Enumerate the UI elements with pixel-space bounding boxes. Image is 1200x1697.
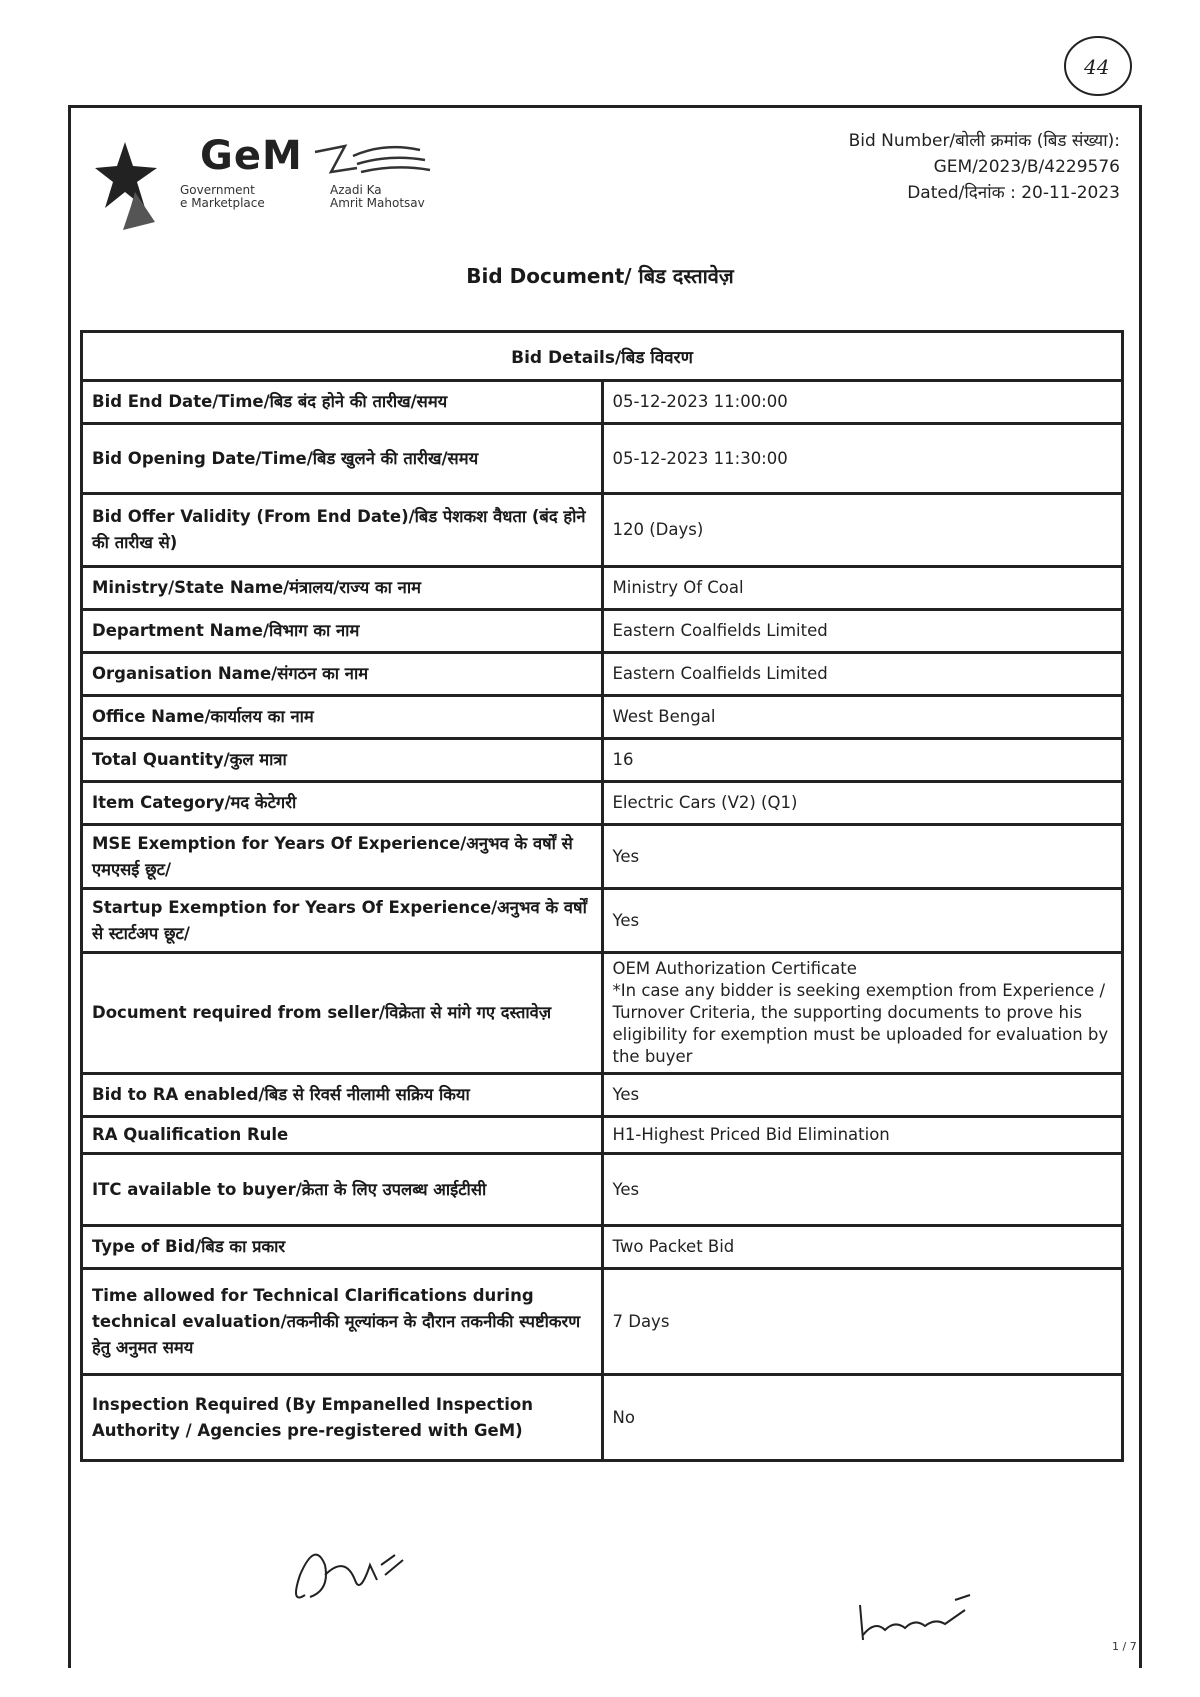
row-label: Inspection Required (By Empanelled Inspection Authority / Agencies pre-registered with GeM) (82, 1375, 603, 1461)
azadi-logo-icon (315, 146, 430, 172)
row-label: Bid Opening Date/Time/बिड खुलने की तारीख/समय (82, 424, 603, 494)
table-row (82, 494, 1123, 567)
table-row (82, 610, 1123, 653)
gem-logo-text: GeM (200, 133, 303, 179)
table-body (82, 381, 1123, 1461)
row-value: Electric Cars (V2) (Q1) (602, 782, 1123, 825)
row-label: Time allowed for Technical Clarifications during technical evaluation/तकनीकी मूल्यांकन के दौरान तकनीकी स्पष्टीकरण हेतु अनुमत समय (82, 1269, 603, 1375)
row-value: 7 Days (602, 1269, 1123, 1375)
page-mark-text: 44 (1084, 55, 1110, 79)
table-row (82, 653, 1123, 696)
table-row (82, 1375, 1123, 1461)
azadi-logo-text (330, 184, 425, 210)
table-row (82, 739, 1123, 782)
azadi-line1: Azadi Ka (330, 183, 382, 197)
bid-number: GEM/2023/B/4229576 (933, 157, 1120, 177)
row-label: Ministry/State Name/मंत्रालय/राज्य का नाम (82, 567, 603, 610)
row-label: Office Name/कार्यालय का नाम (82, 696, 603, 739)
row-label: RA Qualification Rule (82, 1117, 603, 1154)
table-row (82, 1154, 1123, 1226)
row-label: Total Quantity/कुल मात्रा (82, 739, 603, 782)
row-label: Bid to RA enabled/बिड से रिवर्स नीलामी सक्रिय किया (82, 1074, 603, 1117)
row-label: Bid End Date/Time/बिड बंद होने की तारीख/समय (82, 381, 603, 424)
row-value: 120 (Days) (602, 494, 1123, 567)
row-value: 05-12-2023 11:30:00 (602, 424, 1123, 494)
table-row (82, 696, 1123, 739)
page-count: 1 / 7 (1112, 1640, 1137, 1653)
row-value: 16 (602, 739, 1123, 782)
table-row (82, 1226, 1123, 1269)
row-label: Document required from seller/विक्रेता से मांगे गए दस्तावेज़ (82, 953, 603, 1074)
table-row (82, 381, 1123, 424)
table-row (82, 889, 1123, 953)
row-value: Two Packet Bid (602, 1226, 1123, 1269)
azadi-line2: Amrit Mahotsav (330, 196, 425, 210)
bid-header (849, 128, 1120, 206)
row-value: Yes (602, 825, 1123, 889)
row-label: Organisation Name/संगठन का नाम (82, 653, 603, 696)
table-row (82, 1269, 1123, 1375)
bid-details-table (80, 330, 1124, 1462)
bid-dated (849, 180, 1120, 206)
row-label: Item Category/मद केटेगरी (82, 782, 603, 825)
row-value: No (602, 1375, 1123, 1461)
row-label: Bid Offer Validity (From End Date)/बिड पेशकश वैधता (बंद होने की तारीख से) (82, 494, 603, 567)
row-value: Eastern Coalfields Limited (602, 610, 1123, 653)
page-number-handwritten-mark (1060, 30, 1136, 100)
bid-number-label: Bid Number/बोली क्रमांक (बिड संख्या): (848, 131, 1120, 151)
row-value: H1-Highest Priced Bid Elimination (602, 1117, 1123, 1154)
signature-right (855, 1590, 985, 1650)
row-label: ITC available to buyer/क्रेता के लिए उपलब्ध आईटीसी (82, 1154, 603, 1226)
row-label: Department Name/विभाग का नाम (82, 610, 603, 653)
row-value: Yes (602, 1154, 1123, 1226)
table-row (82, 567, 1123, 610)
table-header-row (82, 332, 1123, 381)
table-row (82, 1117, 1123, 1154)
table-row (82, 1074, 1123, 1117)
signature-left (285, 1535, 415, 1615)
row-value: Yes (602, 1074, 1123, 1117)
row-label: Type of Bid/बिड का प्रकार (82, 1226, 603, 1269)
row-value: West Bengal (602, 696, 1123, 739)
row-label: Startup Exemption for Years Of Experience/अनुभव के वर्षों से स्टार्टअप छूट/ (82, 889, 603, 953)
row-value: OEM Authorization Certificate *In case any bidder is seeking exemption from Experience / Turnover Criteria, the supporting documents to prove his eligibility for exemption must be uploaded for evaluation by the buyer (602, 953, 1123, 1074)
row-value: Eastern Coalfields Limited (602, 653, 1123, 696)
gem-subtitle-line1: Government (180, 183, 255, 197)
row-value: Yes (602, 889, 1123, 953)
gem-subtitle-line2: e Marketplace (180, 196, 265, 210)
row-label: MSE Exemption for Years Of Experience/अनुभव के वर्षों से एमएसई छूट/ (82, 825, 603, 889)
table-row (82, 782, 1123, 825)
dated-value: 20-11-2023 (1021, 183, 1120, 203)
row-value: 05-12-2023 11:00:00 (602, 381, 1123, 424)
table-row (82, 953, 1123, 1074)
row-value: Ministry Of Coal (602, 567, 1123, 610)
gem-star-icon (95, 142, 157, 230)
document-title: Bid Document/ बिड दस्तावेज़ (466, 264, 734, 288)
table-title: Bid Details/बिड विवरण (82, 332, 1123, 381)
table-row (82, 424, 1123, 494)
table-row (82, 825, 1123, 889)
gem-logo-subtitle (180, 184, 265, 210)
dated-label: Dated/दिनांक : (907, 183, 1016, 203)
